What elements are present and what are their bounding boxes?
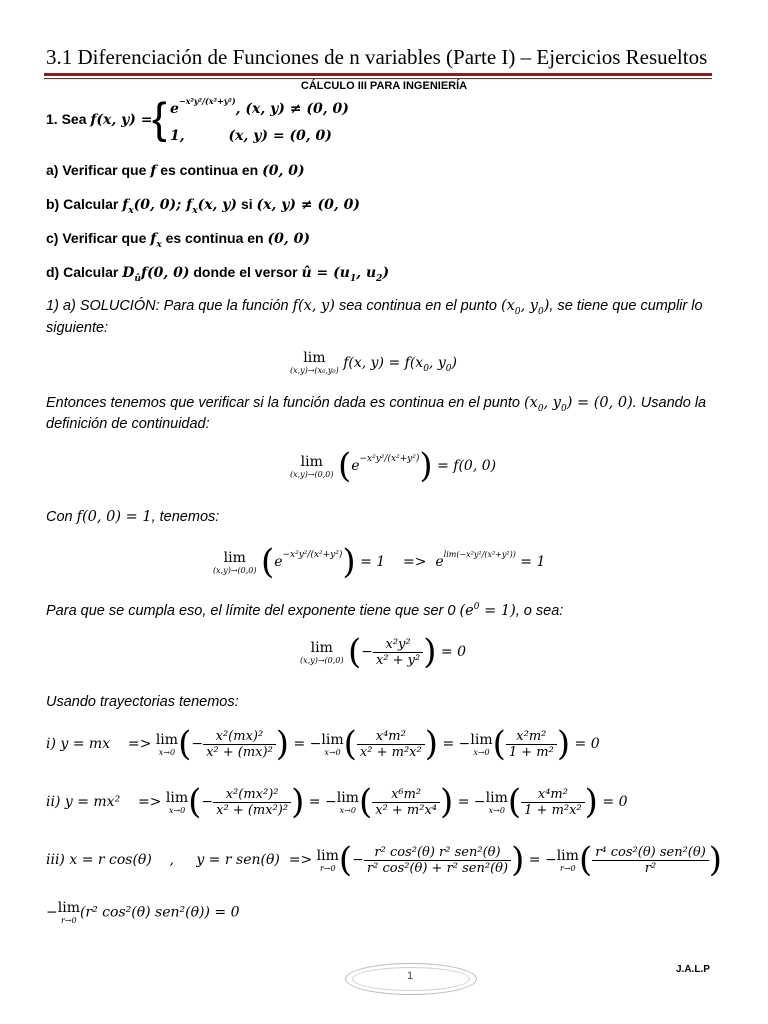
trajectory-ii: ii) y = mx² => lim x→0 (− $\frac{\text{x²(mx²)²}}{\text{x² + (mx²)²}}$ ) = − lim x→0 ( $\frac{\text{x⁶m²}}{\text{x² + m²x⁴}}$ ) = − lim x→0 ( $\frac{\text{x⁴m²}}{\text{1 + m²x²}}$ ) = 0	[46, 782, 628, 822]
item-c: c) Verificar que $f_x$ es continua en (0, 0)	[46, 230, 310, 250]
item-a: a) Verificar que f es continua en (0, 0)	[46, 162, 305, 179]
solution-para-1: 1) a) SOLUCIÓN: Para que la función f(x, y) sea continua en el punto ($x_0$, $y_0$), se tiene que cumplir lo	[46, 298, 703, 317]
author-initials: J.A.L.P	[676, 964, 710, 975]
solution-para-2: Entonces tenemos que verificar si la función dada es continua en el punto ($x_0$, $y_0) = (0$, 0). Usando la	[46, 395, 707, 414]
solution-para-2b: definición de continuidad:	[46, 416, 210, 432]
item-b: b) Calcular $f_x(0$, 0); $f_x(x$, y) si (x, y) ≠ (0, 0)	[46, 196, 360, 216]
course-subtitle: CÁLCULO III PARA INGENIERÍA	[300, 80, 468, 92]
solution-para-5: Usando trayectorias tenemos:	[46, 694, 239, 710]
solution-para-3: Con f(0, 0) = 1, tenemos:	[46, 509, 220, 525]
equation-exponent-limit: lim (x,y)→(0,0) (− $\frac{\text{x²y²}}{\text{x² + y²}}$ ) = 0	[300, 632, 467, 672]
trajectory-i: i) y = mx => lim x→0 (− $\frac{\text{x²(mx)²}}{\text{x² + (mx)²}}$ ) = − lim x→0 ( $\frac{\text{x⁴m²}}{\text{x² + m²x²}}$ ) = − lim x→0 ( $\frac{\text{x²m²}}{\text{1 + m²}}$ ) = 0	[46, 724, 600, 764]
problem-intro: 1. Sea f(x, y) =	[46, 111, 153, 128]
piecewise-case-2: 1, (x, y) = (0, 0)	[170, 128, 332, 144]
piecewise-case-1: $e^{-x^2y^2/(x^2+y^2)}$, (x, y) ≠ (0, 0)	[170, 96, 349, 117]
trajectory-iii-result: − lim r→0 (r² cos²(θ) sen²(θ)) = 0	[46, 900, 240, 925]
title-rule	[44, 73, 712, 76]
equation-continuity-def: lim (x,y)→(x₀,y₀) f(x, $y) = f(x_0$, $y_0$)	[290, 350, 457, 375]
function-def: f(x, y) =	[90, 112, 153, 128]
equation-limit-exp: lim (x,y)→(0,0) $(e^{-x^2y^2/(x^2+y^2)}) = f(0$, 0)	[290, 446, 497, 486]
trajectory-iii: iii) x = r cos(θ) , y = r sen(θ) => lim r→0 (− $\frac{\text{r² cos²(θ) r² sen²(θ)}}{\text{r² cos²(θ) + r² sen²(θ)}}$ ) = − lim r→0 ( $\frac{\text{r⁴ cos²(θ) sen²(θ)}}{\text{r²}}$ )	[46, 840, 723, 880]
solution-para-1b: siguiente:	[46, 320, 109, 336]
equation-limit-equals-one: lim (x,y)→(0,0) $(e^{-x^2y^2/(x^2+y^2)}) = 1$ => $e^{lim(-x^2y^2/(x^2+y^2))} = 1$	[213, 542, 546, 582]
page-number: 1	[406, 970, 414, 982]
piecewise-brace: {	[152, 94, 167, 143]
solution-para-4: Para que se cumpla eso, el límite del exponente tiene que ser 0 $(e^0 = 1)$, o sea:	[46, 602, 564, 619]
item-d: d) Calcular $D_ûf(0$, 0) donde el versor û = ($u_1$, $u_2$)	[46, 264, 390, 284]
title-rule-thin	[44, 78, 712, 79]
page-title: 3.1 Diferenciación de Funciones de n variables (Parte I) – Ejercicios Resueltos	[46, 45, 708, 69]
